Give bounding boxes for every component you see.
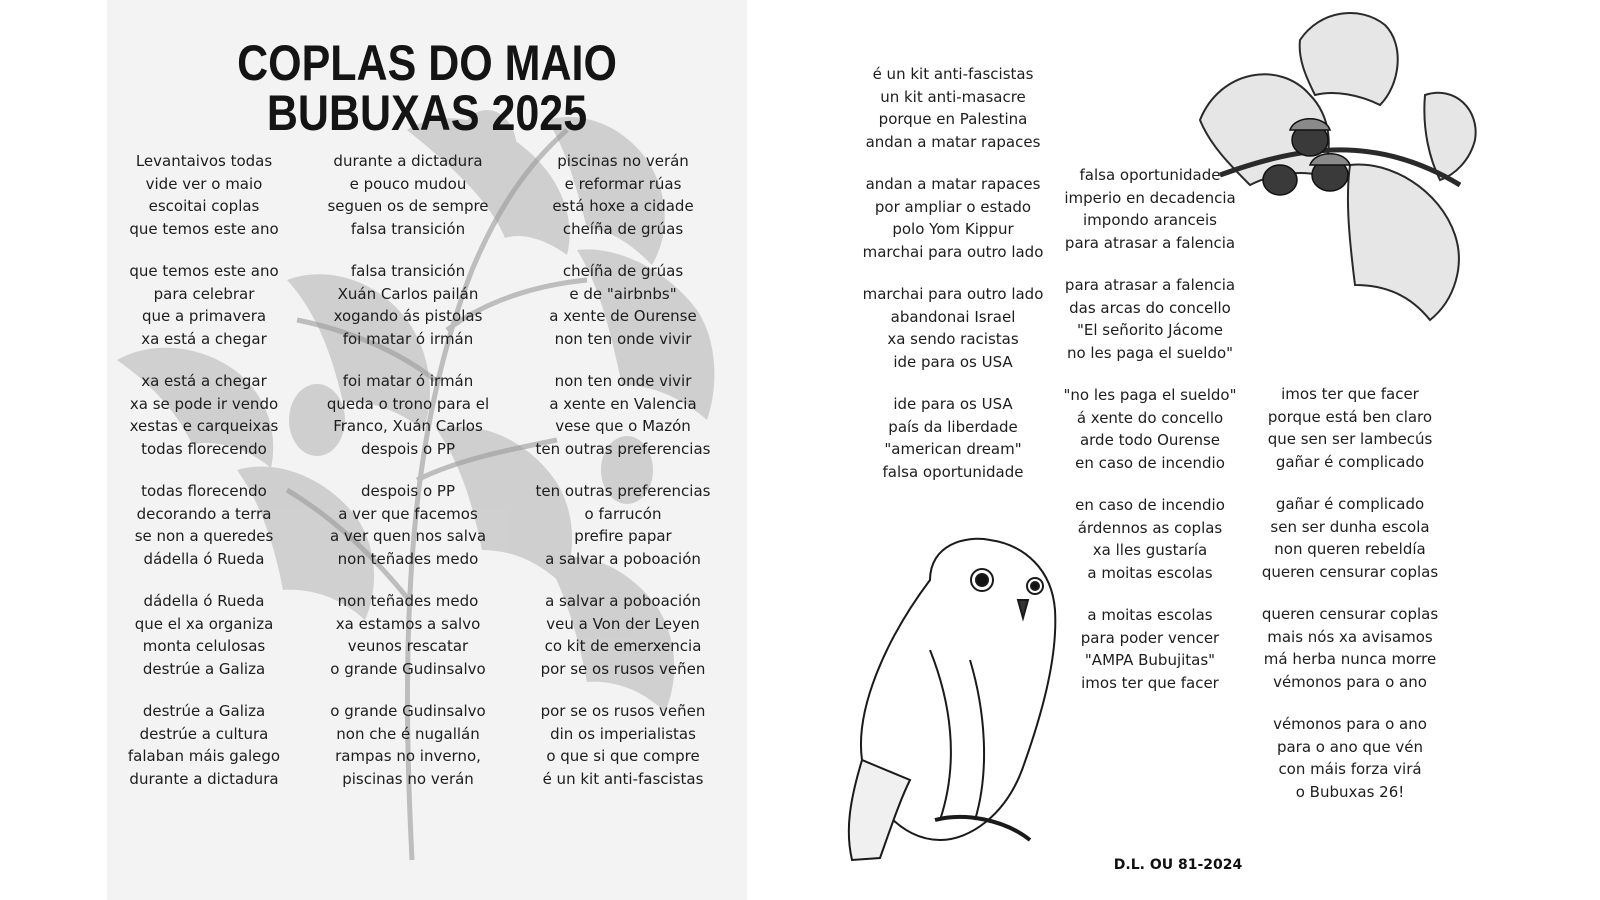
stanza-line: queda o trono para el [326, 394, 490, 413]
stanza-line: non che é nugallán [336, 724, 480, 743]
stanza-line: que temos este ano [129, 262, 279, 280]
stanza [1247, 493, 1453, 583]
stanza-line: a moitas escolas [1087, 606, 1213, 624]
stanza-line: se non a queredes [134, 527, 274, 545]
stanza-line: non teñades medo [337, 549, 479, 568]
stanza-line: á xente do concello [1076, 408, 1224, 427]
stanza-line: veu a Von der Leyen [546, 614, 700, 633]
stanza-line: ten outras preferencias [535, 439, 711, 458]
stanza [850, 63, 1056, 153]
stanza [516, 260, 730, 350]
stanza-line: cheíña de grúas [562, 219, 684, 238]
stanza-line: prefire papar [574, 527, 672, 545]
stanza-line: mais nós xa avisamos [1267, 627, 1433, 646]
stanza-line: ten outras preferencias [535, 482, 711, 500]
stanza-line: Levantaivos todas [135, 152, 273, 170]
stanza-line: vémonos para o ano [1273, 672, 1427, 691]
stanza-line: o farrucón [584, 504, 662, 523]
stanza-line: andan a matar rapaces [865, 175, 1041, 193]
stanza [107, 590, 311, 680]
stanza-line: un kit anti-masacre [880, 87, 1026, 106]
stanza [850, 283, 1056, 373]
stanza-line: xogando ás pistolas [333, 307, 483, 325]
stanza-line: "american dream" [884, 440, 1022, 458]
stanza-line: vese que o Mazón [555, 417, 691, 435]
stanza-line: queren censurar coplas [1261, 562, 1439, 581]
stanza-line: falsa transición [350, 219, 466, 238]
stanza [516, 700, 730, 790]
stanza-line: é un kit anti-fascistas [542, 769, 704, 788]
stanza-line: despois o PP [360, 482, 456, 500]
stanza-line: no les paga el sueldo" [1066, 343, 1234, 362]
stanza-line: que el xa organiza [134, 614, 274, 633]
stanza-line: gañar é complicado [1275, 495, 1425, 513]
stanza-line: porque está ben claro [1267, 407, 1433, 426]
stanza-line: das arcas do concello [1069, 298, 1231, 317]
stanza-line: por se os rusos veñen [540, 702, 706, 720]
stanza-line: Franco, Xuán Carlos [333, 417, 483, 435]
stanza-line: que a primavera [141, 307, 267, 325]
stanza-line: imperio en decadencia [1064, 188, 1236, 207]
stanza-line: o grande Gudinsalvo [330, 659, 486, 678]
stanza [107, 480, 311, 570]
stanza-line: rampas no inverno, [335, 747, 481, 765]
stanza-line: non teñades medo [337, 592, 479, 610]
stanza-line: dádella ó Rueda [143, 549, 265, 568]
stanza [1047, 164, 1253, 254]
stanza-line: andan a matar rapaces [865, 132, 1041, 151]
stanza-line: co kit de emerxencia [544, 637, 702, 655]
stanza-line: gañar é complicado [1275, 452, 1425, 471]
stanza-line: con máis forza virá [1278, 760, 1422, 778]
legal-deposit-number: D.L. OU 81-2024 [1113, 857, 1243, 873]
stanza [107, 150, 311, 240]
stanza-line: falsa oportunidade [882, 462, 1024, 481]
stanza-line: "AMPA Bubujitas" [1084, 651, 1216, 669]
stanza-line: a xente en Valencia [549, 394, 697, 413]
stanza-line: a ver que facemos [338, 504, 478, 523]
stanza-line: que sen ser lambecús [1267, 430, 1433, 448]
stanza-line: árdennos as coplas [1077, 518, 1223, 537]
stanza-line: impondo aranceis [1083, 211, 1217, 229]
stanza-line: dádella ó Rueda [143, 592, 265, 610]
stanza [850, 393, 1056, 483]
stanza-line: xa se pode ir vendo [129, 394, 279, 413]
stanza-line: din os imperialistas [550, 724, 696, 743]
stanza [1047, 604, 1253, 694]
stanza [301, 480, 515, 570]
stanza [301, 260, 515, 350]
stanza-line: destrúe a Galiza [142, 702, 266, 720]
stanza-line: xestas e carqueixas [129, 417, 279, 435]
stanza-line: a salvar a poboación [545, 549, 701, 568]
stanza-line: piscinas no verán [557, 152, 689, 170]
page-title: COPLAS DO MAIO BUBUXAS 2025 [237, 35, 617, 141]
stanza-line: Xuán Carlos pailán [337, 284, 479, 303]
stanza [1047, 274, 1253, 364]
stanza-line: decorando a terra [136, 504, 272, 523]
stanza-line: durante a dictadura [129, 769, 279, 788]
stanza-line: xa está a chegar [141, 329, 267, 348]
stanza-line: xa estamos a salvo [335, 614, 481, 633]
stanza-line: para atrasar a falencia [1064, 276, 1236, 294]
stanza [1247, 383, 1453, 473]
stanza-line: a moitas escolas [1087, 563, 1213, 582]
stanza-line: "no les paga el sueldo" [1063, 386, 1237, 404]
stanza-line: "El señorito Jácome [1076, 321, 1224, 339]
stanza-line: escoitai coplas [148, 197, 260, 215]
stanza [1247, 603, 1453, 693]
left-page [107, 0, 747, 900]
stanza-line: ide para os USA [893, 352, 1013, 371]
stanza [301, 370, 515, 460]
stanza-line: durante a dictadura [333, 152, 483, 170]
stanza [107, 260, 311, 350]
stanza [301, 700, 515, 790]
stanza-line: imos ter que facer [1281, 385, 1419, 403]
stanza-line: é un kit anti-fascistas [872, 65, 1034, 83]
stanza-line: sen ser dunha escola [1270, 517, 1430, 536]
stanza-line: non ten onde vivir [554, 329, 692, 348]
stanza-line: má herba nunca morre [1263, 650, 1437, 668]
stanza-line: país da liberdade [888, 417, 1018, 436]
stanza-line: polo Yom Kippur [892, 220, 1014, 238]
stanza-line: non queren rebeldía [1274, 540, 1426, 558]
stanza-line: foi matar ó irmán [342, 329, 474, 348]
right-page [790, 0, 1600, 900]
stanza-line: o Bubuxas 26! [1295, 782, 1405, 801]
stanza [1047, 384, 1253, 474]
stanza [516, 370, 730, 460]
stanza [516, 590, 730, 680]
stanza-line: imos ter que facer [1081, 673, 1219, 692]
stanza-line: a ver quen nos salva [329, 527, 487, 545]
stanza-line: por se os rusos veñen [540, 659, 706, 678]
stanza-line: monta celulosas [142, 637, 266, 655]
stanza-line: para poder vencer [1080, 628, 1220, 647]
stanza-line: a salvar a poboación [545, 592, 701, 610]
stanza-line: vémonos para o ano [1273, 715, 1427, 733]
stanza [301, 150, 515, 240]
stanza-line: a xente de Ourense [549, 307, 697, 325]
stanza-line: o grande Gudinsalvo [330, 702, 486, 720]
stanza [1247, 713, 1453, 803]
stanza-line: seguen os de sempre [327, 197, 489, 215]
stanza-line: marchai para outro lado [862, 285, 1044, 303]
stanza-line: falsa oportunidade [1079, 166, 1221, 184]
stanza-line: despois o PP [360, 439, 456, 458]
stanza [516, 480, 730, 570]
stanza-line: falsa transición [350, 262, 466, 280]
stanza-line: en caso de incendio [1075, 496, 1225, 514]
stanza-line: para o ano que vén [1276, 737, 1424, 756]
stanza-line: e de "airbnbs" [569, 284, 677, 303]
stanza-line: foi matar ó irmán [342, 372, 474, 390]
stanza-line: todas florecendo [141, 482, 267, 500]
stanza-line: está hoxe a cidade [552, 197, 694, 215]
stanza-line: cheíña de grúas [562, 262, 684, 280]
stanza [1047, 494, 1253, 584]
stanza-line: para atrasar a falencia [1064, 233, 1236, 252]
stanza [301, 590, 515, 680]
stanza-line: abandonai Israel [890, 307, 1016, 326]
stanza-line: falaban máis galego [127, 747, 281, 765]
stanza-line: e pouco mudou [349, 174, 467, 193]
stanza-line: porque en Palestina [878, 110, 1028, 128]
stanza-line: marchai para outro lado [862, 242, 1044, 261]
stanza-line: xa está a chegar [141, 372, 267, 390]
stanza-line: destrúe a cultura [139, 724, 269, 743]
stanza-line: veunos rescatar [347, 637, 469, 655]
stanza-line: destrúe a Galiza [142, 659, 266, 678]
stanza-line: arde todo Ourense [1079, 431, 1221, 449]
stanza-line: para celebrar [153, 284, 255, 303]
stanza [107, 370, 311, 460]
stanza [107, 700, 311, 790]
stanza-line: queren censurar coplas [1261, 605, 1439, 623]
stanza [850, 173, 1056, 263]
stanza-line: en caso de incendio [1075, 453, 1225, 472]
stanza [516, 150, 730, 240]
stanza-line: piscinas no verán [342, 769, 474, 788]
stanza-line: por ampliar o estado [874, 197, 1032, 216]
stanza-line: xa sendo racistas [887, 330, 1019, 348]
stanza-line: vide ver o maio [145, 174, 263, 193]
stanza-line: e reformar rúas [564, 174, 682, 193]
stanza-line: o que si que compre [546, 747, 700, 765]
stanza-line: que temos este ano [129, 219, 279, 238]
stanza-line: ide para os USA [893, 395, 1013, 413]
stanza-line: xa lles gustaría [1092, 541, 1208, 559]
stanza-line: non ten onde vivir [554, 372, 692, 390]
stanza-line: todas florecendo [141, 439, 267, 458]
